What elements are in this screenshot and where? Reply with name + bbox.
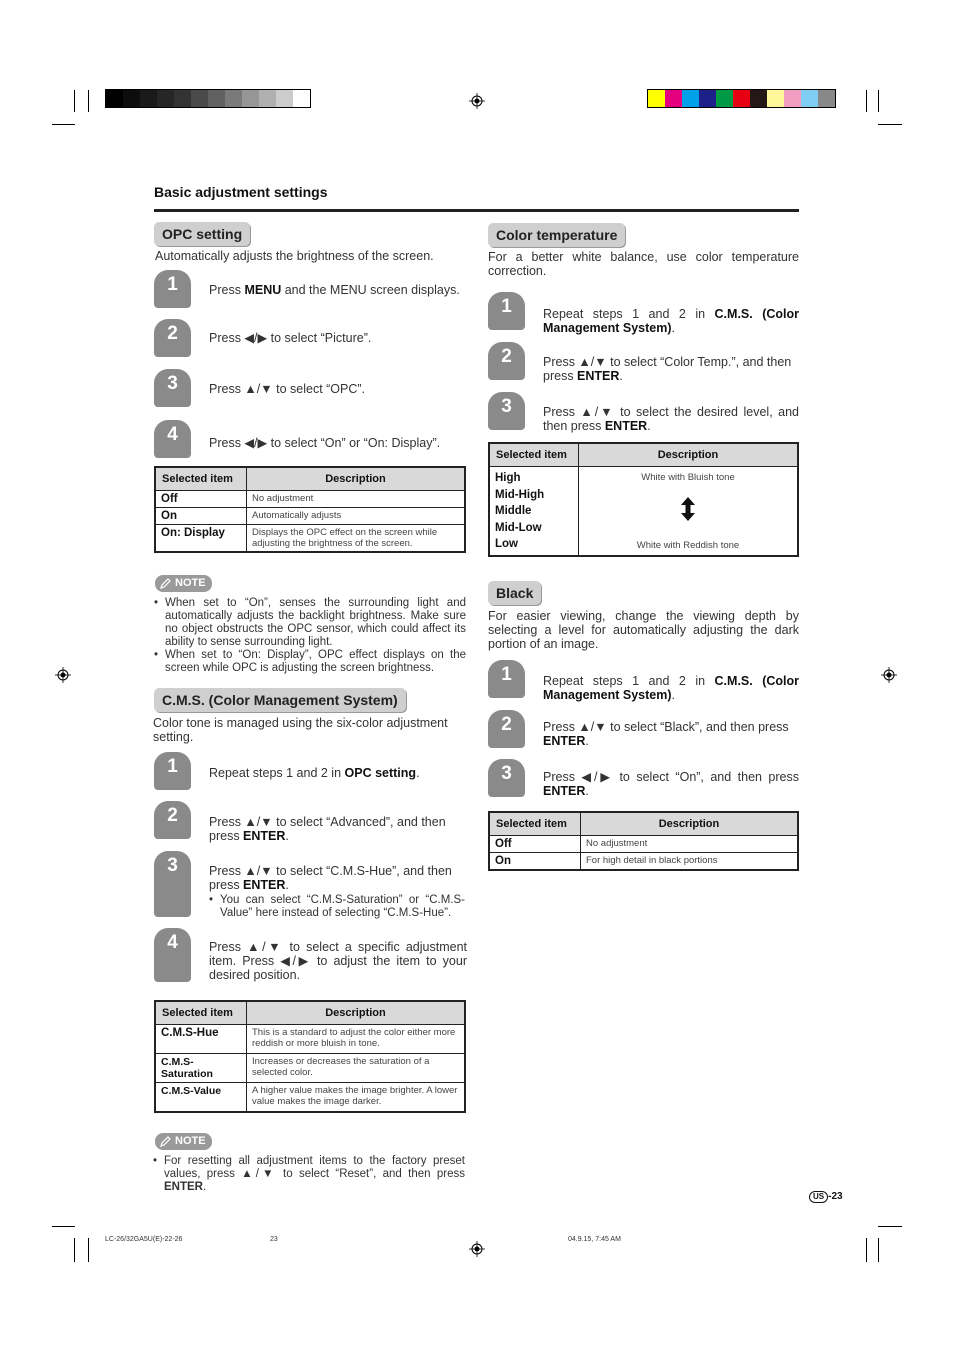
- color-temp-step-1: Repeat steps 1 and 2 in C.M.S. (Color Management System).: [543, 307, 800, 335]
- table-cell-item: C.M.S-Hue: [155, 1025, 247, 1054]
- crop-mark: [866, 90, 867, 112]
- crop-mark: [878, 1238, 879, 1262]
- registration-mark-icon: [55, 667, 71, 683]
- color-swatch: [106, 90, 123, 107]
- region-badge: US: [809, 1191, 828, 1203]
- table-cell-desc: Increases or decreases the saturation of a selected color.: [247, 1054, 466, 1083]
- color-swatch: [140, 90, 157, 107]
- heading-rule: [154, 209, 799, 212]
- list-item: • When set to “On”, senses the surrounding light and automatically adjusts the backlight brightness. Make sure no object obstructs the OPC sensor, which could affect its ability to sense surrounding light.: [154, 597, 466, 649]
- step-number: 3: [488, 392, 525, 430]
- crop-mark: [52, 124, 75, 125]
- black-options-table: [488, 811, 799, 871]
- table-row: [489, 836, 798, 853]
- color-temp-step-3: Press ▲/▼ to select the desired level, and then press ENTER.: [543, 405, 799, 433]
- color-swatch: [259, 90, 276, 107]
- crop-mark: [74, 1238, 75, 1262]
- cms-step-1: Repeat steps 1 and 2 in OPC setting.: [209, 766, 420, 780]
- step-number: 1: [154, 752, 191, 790]
- note-label: NOTE: [175, 1135, 206, 1147]
- black-intro: For easier viewing, change the viewing depth by selecting a level for automatically adjusting the dark portion of an image.: [488, 609, 799, 651]
- step-number: 3: [154, 851, 191, 917]
- crop-mark: [878, 1226, 902, 1227]
- list-item: Mid-High: [495, 488, 545, 501]
- table-row: [155, 1025, 465, 1054]
- pencil-icon: [160, 1135, 172, 1147]
- color-swatch: [157, 90, 174, 107]
- section-title-black: Black: [488, 581, 541, 605]
- opc-options-table: [154, 466, 466, 553]
- color-temp-step-2: Press ▲/▼ to select “Color Temp.”, and then press ENTER.: [543, 355, 792, 383]
- color-swatch: [801, 90, 818, 107]
- table-header-description: Description: [247, 1001, 466, 1025]
- table-row: [489, 853, 798, 871]
- list-item: • When set to “On: Display”, OPC effect displays on the screen while OPC is adjusting the screen brightness.: [154, 649, 466, 675]
- opc-step-3: Press ▲/▼ to select “OPC”.: [209, 382, 366, 396]
- opc-step-2: Press ◀/▶ to select “Picture”.: [209, 331, 372, 345]
- page-heading: Basic adjustment settings: [154, 184, 328, 200]
- note-label: NOTE: [175, 577, 206, 589]
- color-swatch: [818, 90, 835, 107]
- footer-page: 23: [270, 1236, 278, 1243]
- table-cell-desc: Displays the OPC effect on the screen while adjusting the brightness of the screen.: [247, 525, 466, 553]
- opc-step-1: Press MENU and the MENU screen displays.: [209, 283, 460, 297]
- table-cell-items: [489, 467, 579, 556]
- table-cell-item: On: Display: [155, 525, 247, 553]
- table-cell-desc: No adjustment: [581, 836, 799, 853]
- table-cell-item: On: [489, 853, 581, 871]
- black-step-1: Repeat steps 1 and 2 in C.M.S. (Color Management System).: [543, 674, 800, 702]
- page-number-value: -23: [828, 1191, 843, 1202]
- crop-mark: [88, 90, 89, 112]
- table-header-item: Selected item: [155, 1001, 247, 1025]
- table-header-item: Selected item: [489, 443, 579, 467]
- crop-mark: [74, 90, 75, 112]
- color-swatch: [665, 90, 682, 107]
- step-number: 2: [488, 710, 525, 748]
- step-number: 4: [154, 928, 191, 982]
- color-swatch: [276, 90, 293, 107]
- list-item: Low: [495, 538, 518, 550]
- up-down-arrow-icon: [680, 497, 696, 521]
- list-item: Mid-Low: [495, 521, 542, 534]
- table-row: [155, 508, 465, 525]
- table-cell-item: Off: [155, 491, 247, 508]
- registration-mark-icon: [469, 1241, 485, 1257]
- step-number: 4: [154, 420, 191, 458]
- step-number: 1: [488, 660, 525, 698]
- color-swatch: [174, 90, 191, 107]
- section-title-color-temperature: Color temperature: [488, 223, 625, 247]
- footer-stamp: 04.9.15, 7:45 AM: [568, 1236, 621, 1243]
- footer-file: LC-26/32GA5U(E)-22-26: [105, 1236, 183, 1243]
- step-number: 1: [154, 270, 191, 308]
- color-swatch: [716, 90, 733, 107]
- color-swatch: [123, 90, 140, 107]
- registration-mark-icon: [469, 93, 485, 109]
- color-swatch: [208, 90, 225, 107]
- cms-step-2: Press ▲/▼ to select “Advanced”, and then press ENTER.: [209, 815, 446, 843]
- crop-mark: [866, 1238, 867, 1262]
- list-item: • For resetting all adjustment items to the factory preset values, press ▲/▼ to select “Reset”, and then press ENTER.: [153, 1155, 465, 1194]
- note-badge: [155, 1133, 212, 1150]
- cms-step-4: Press ▲/▼ to select a specific adjustment item. Press ◀/▶ to adjust the item to your desired position.: [209, 940, 467, 982]
- table-cell-desc: Automatically adjusts: [247, 508, 466, 525]
- pencil-icon: [160, 577, 172, 589]
- step-number: 3: [154, 369, 191, 407]
- table-row: [155, 525, 465, 553]
- opc-step-4: Press ◀/▶ to select “On” or “On: Display”.: [209, 436, 441, 450]
- cms-intro: Color tone is managed using the six-color adjustment setting.: [153, 716, 448, 744]
- color-swatch: [648, 90, 665, 107]
- table-header-item: Selected item: [489, 812, 581, 836]
- table-cell-desc: [579, 467, 799, 556]
- table-header-item: Selected item: [155, 467, 247, 491]
- color-swatch: [699, 90, 716, 107]
- table-row: [155, 491, 465, 508]
- color-swatch: [767, 90, 784, 107]
- grayscale-calibration-bar: [105, 89, 311, 108]
- color-swatch: [191, 90, 208, 107]
- opc-intro: Automatically adjusts the brightness of the screen.: [155, 249, 434, 263]
- color-swatch: [682, 90, 699, 107]
- table-cell-item: C.M.S-Value: [155, 1083, 247, 1113]
- opc-notes: [154, 597, 466, 675]
- step-number: 2: [488, 342, 525, 380]
- crop-mark: [878, 124, 902, 125]
- page-number: [809, 1191, 843, 1203]
- table-header-description: Description: [579, 443, 799, 467]
- color-swatch: [784, 90, 801, 107]
- crop-mark: [88, 1238, 89, 1262]
- table-cell-desc: For high detail in black portions: [581, 853, 799, 871]
- step-number: 1: [488, 292, 525, 330]
- desc-bottom: White with Reddish tone: [636, 539, 740, 551]
- table-cell-desc: No adjustment: [247, 491, 466, 508]
- crop-mark: [878, 90, 879, 112]
- table-cell-desc: This is a standard to adjust the color either more reddish or more bluish in tone.: [247, 1025, 466, 1054]
- black-step-3: Press ◀/▶ to select “On”, and then press ENTER.: [543, 770, 799, 798]
- crop-mark: [52, 1226, 75, 1227]
- table-cell-item: On: [155, 508, 247, 525]
- cms-options-table: [154, 1000, 466, 1113]
- cms-step-3: Press ▲/▼ to select “C.M.S-Hue”, and then press ENTER.: [209, 864, 452, 892]
- step-number: 2: [154, 319, 191, 357]
- note-badge: [155, 575, 212, 592]
- table-cell-desc: A higher value makes the image brighter. A lower value makes the image darker.: [247, 1083, 466, 1113]
- table-row: [155, 1054, 465, 1083]
- table-row: [489, 467, 798, 556]
- cms-notes: [153, 1155, 465, 1194]
- color-temp-options-table: [488, 442, 799, 557]
- table-row: [155, 1083, 465, 1113]
- color-swatch: [750, 90, 767, 107]
- list-item: • You can select “C.M.S-Saturation” or “C.M.S-Value” here instead of selecting “C.M.S-Hue”.: [209, 894, 465, 920]
- table-cell-item: Off: [489, 836, 581, 853]
- color-swatch: [733, 90, 750, 107]
- color-calibration-bar: [647, 89, 836, 108]
- desc-top: White with Bluish tone: [641, 472, 735, 483]
- list-item: Middle: [495, 505, 532, 517]
- cms-step-3-sub: [209, 894, 465, 920]
- color-swatch: [225, 90, 242, 107]
- color-swatch: [293, 90, 310, 107]
- table-cell-item: C.M.S-Saturation: [155, 1054, 247, 1083]
- section-title-cms: C.M.S. (Color Management System): [154, 688, 406, 712]
- table-header-description: Description: [247, 467, 466, 491]
- list-item: High: [495, 472, 521, 484]
- registration-mark-icon: [881, 667, 897, 683]
- black-step-2: Press ▲/▼ to select “Black”, and then press ENTER.: [543, 720, 789, 748]
- step-number: 3: [488, 759, 525, 797]
- step-number: 2: [154, 801, 191, 839]
- color-temp-intro: For a better white balance, use color temperature correction.: [488, 250, 799, 278]
- color-swatch: [242, 90, 259, 107]
- section-title-opc: OPC setting: [154, 222, 250, 246]
- table-header-description: Description: [581, 812, 799, 836]
